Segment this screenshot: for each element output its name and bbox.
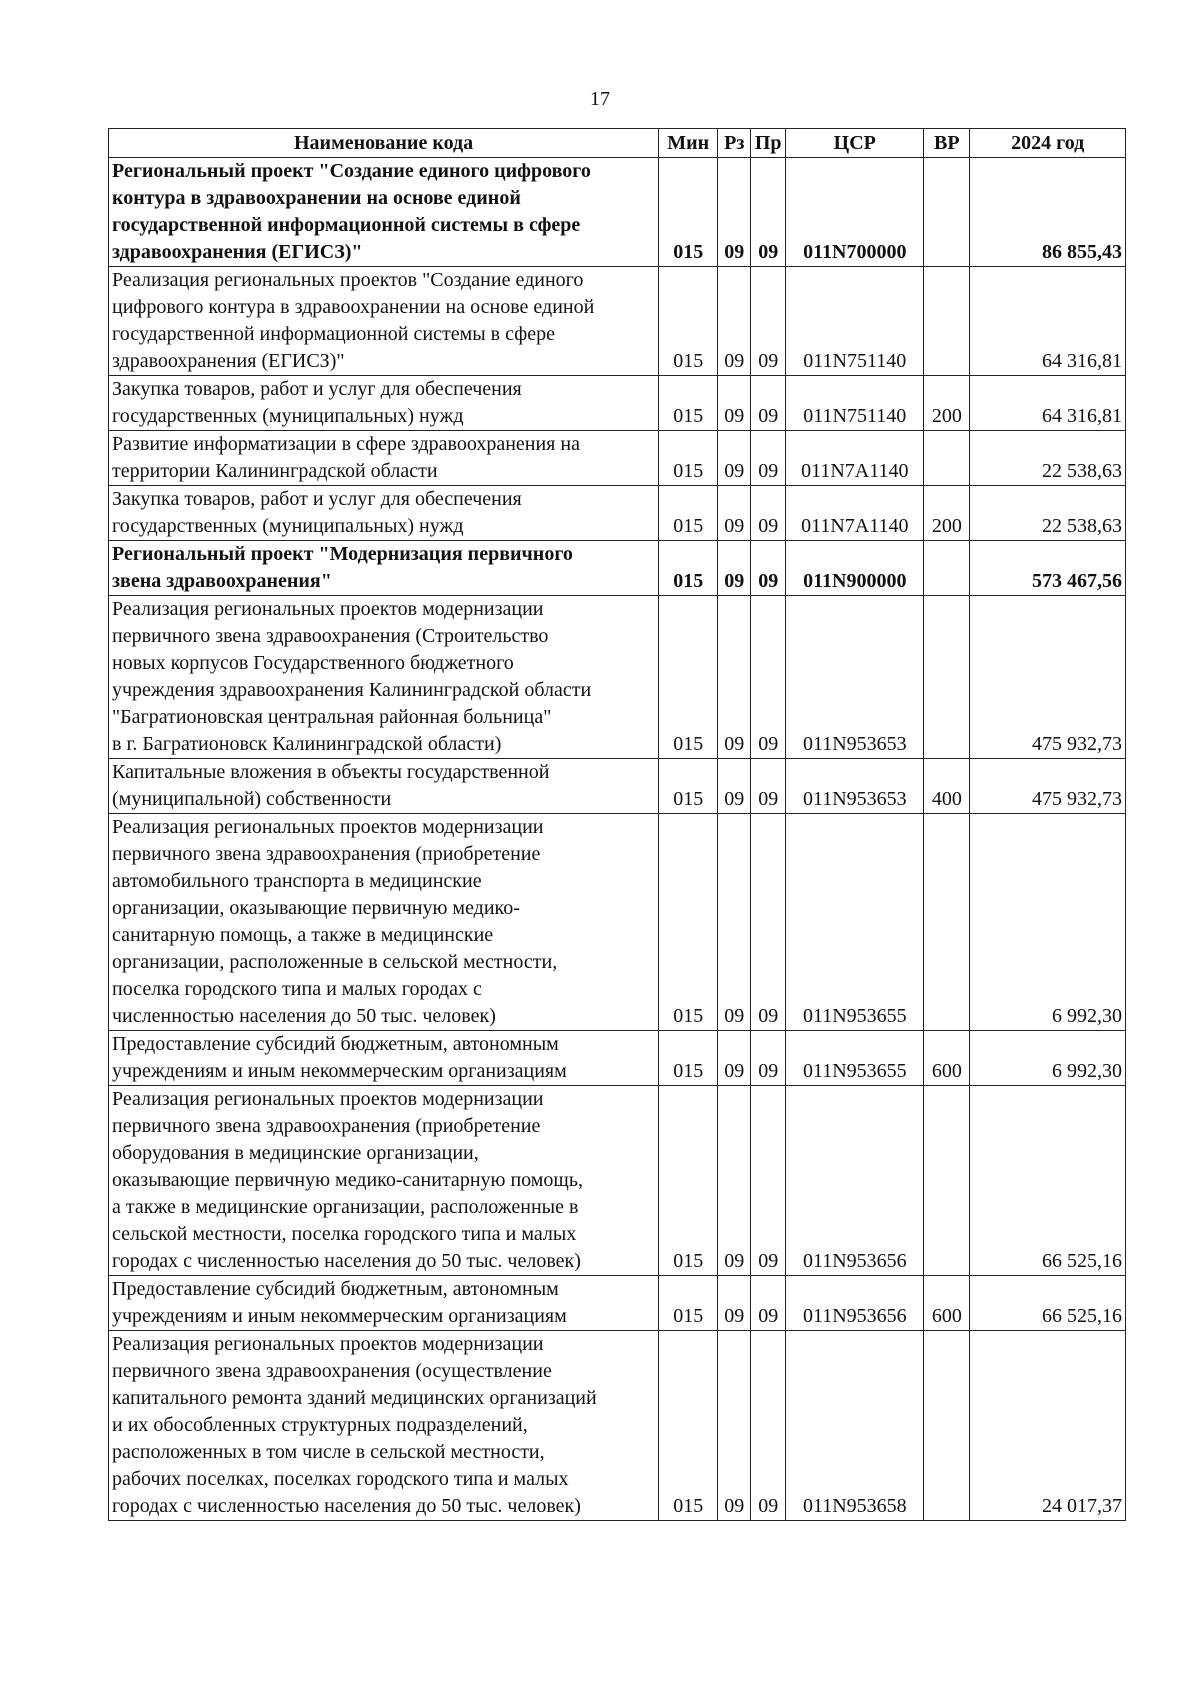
row-name-cell [109,1276,659,1331]
row-name-line: "Багратионовская центральная районная больница" [112,706,552,728]
row-amount-cell: 475 932,73 [970,759,1126,814]
row-name-line: Реализация региональных проектов "Создание единого [112,269,584,291]
row-amount-cell: 475 932,73 [970,596,1126,759]
row-csr-cell: 011N700000 [786,158,924,267]
row-name-line: первичного звена здравоохранения (приобретение [112,1115,541,1137]
row-name-line: государственной информационной системы в сфере [112,323,555,345]
row-min-cell: 015 [659,596,718,759]
header-min: Мин [659,129,718,158]
row-name-cell [109,267,659,376]
page-number: 17 [590,88,610,110]
row-name-line: Закупка товаров, работ и услуг для обеспечения [112,378,522,400]
row-name-line: Региональный проект "Создание единого цифрового [112,160,591,182]
row-min-cell: 015 [659,376,718,431]
row-amount-cell: 6 992,30 [970,1031,1126,1086]
row-csr-cell: 011N953656 [786,1086,924,1276]
row-rz-cell: 09 [718,1031,751,1086]
row-name-line: в г. Багратионовск Калининградской области) [112,733,502,755]
row-vr-cell: 200 [924,486,970,541]
row-name-cell [109,596,659,759]
row-name-line: численностью населения до 50 тыс. человек) [112,1005,496,1027]
table-row [109,431,1126,486]
row-rz-cell: 09 [718,1276,751,1331]
row-rz-cell: 09 [718,596,751,759]
row-pr-cell: 09 [751,486,786,541]
row-pr-cell: 09 [751,1031,786,1086]
header-year: 2024 год [970,129,1126,158]
row-amount-cell: 573 467,56 [970,541,1126,596]
row-rz-cell: 09 [718,431,751,486]
table-row [109,1031,1126,1086]
row-csr-cell: 011N751140 [786,376,924,431]
row-name-line: санитарную помощь, а также в медицинские [112,924,494,946]
table-row [109,814,1126,1031]
row-min-cell: 015 [659,158,718,267]
row-vr-cell [924,158,970,267]
row-amount-cell: 66 525,16 [970,1276,1126,1331]
row-name-line: организации, расположенные в сельской местности, [112,951,558,973]
row-rz-cell: 09 [718,541,751,596]
row-name-line: Реализация региональных проектов модернизации [112,598,544,620]
row-name-line: учреждения здравоохранения Калининградской области [112,679,592,701]
header-name: Наименование кода [109,129,659,158]
row-min-cell: 015 [659,814,718,1031]
row-name-line: здравоохранения (ЕГИСЗ)" [112,350,345,372]
row-amount-cell: 24 017,37 [970,1331,1126,1521]
row-name-cell [109,1331,659,1521]
row-vr-cell [924,431,970,486]
row-amount-cell: 64 316,81 [970,376,1126,431]
row-csr-cell: 011N953655 [786,1031,924,1086]
row-name-line: Реализация региональных проектов модернизации [112,1088,544,1110]
row-pr-cell: 09 [751,158,786,267]
row-rz-cell: 09 [718,158,751,267]
row-name-line: оборудования в медицинские организации, [112,1142,479,1164]
row-name-line: первичного звена здравоохранения (приобретение [112,843,541,865]
row-name-line: Предоставление субсидий бюджетным, автономным [112,1033,559,1055]
row-name-cell [109,431,659,486]
row-min-cell: 015 [659,541,718,596]
table-body [109,158,1126,1521]
header-pr: Пр [751,129,786,158]
row-rz-cell: 09 [718,376,751,431]
row-pr-cell: 09 [751,431,786,486]
row-min-cell: 015 [659,1086,718,1276]
row-name-line: контура в здравоохранении на основе единой [112,187,521,209]
row-vr-cell: 200 [924,376,970,431]
row-name-line: звена здравоохранения" [112,570,332,592]
row-name-line: а также в медицинские организации, расположенные в [112,1196,579,1218]
row-min-cell: 015 [659,431,718,486]
row-name-line: капитального ремонта зданий медицинских организаций [112,1387,597,1409]
row-name-line: рабочих поселках, поселках городского типа и малых [112,1468,569,1490]
table-row [109,158,1126,267]
row-name-line: учреждениям и иным некоммерческим организациям [112,1305,567,1327]
row-rz-cell: 09 [718,814,751,1031]
row-csr-cell: 011N953653 [786,759,924,814]
row-name-line: первичного звена здравоохранения (Строительство [112,625,549,647]
table-header-row [109,129,1126,158]
row-pr-cell: 09 [751,759,786,814]
row-min-cell: 015 [659,1276,718,1331]
row-name-line: цифрового контура в здравоохранении на основе единой [112,296,595,318]
row-rz-cell: 09 [718,486,751,541]
row-name-line: оказывающие первичную медико-санитарную помощь, [112,1169,583,1191]
row-name-line: Реализация региональных проектов модернизации [112,1333,544,1355]
row-min-cell: 015 [659,486,718,541]
row-name-line: организации, оказывающие первичную медико- [112,897,520,919]
row-rz-cell: 09 [718,1086,751,1276]
header-csr: ЦСР [786,129,924,158]
row-name-cell [109,376,659,431]
table-row [109,486,1126,541]
row-name-line: Реализация региональных проектов модернизации [112,816,544,838]
row-rz-cell: 09 [718,759,751,814]
row-name-line: Региональный проект "Модернизация первичного [112,543,573,565]
row-pr-cell: 09 [751,596,786,759]
table-row [109,596,1126,759]
row-amount-cell: 6 992,30 [970,814,1126,1031]
table-row [109,376,1126,431]
header-vr: ВР [924,129,970,158]
row-csr-cell: 011N953658 [786,1331,924,1521]
row-vr-cell [924,814,970,1031]
row-vr-cell [924,1086,970,1276]
header-rz: Рз [718,129,751,158]
row-name-line: учреждениям и иным некоммерческим организациям [112,1060,567,1082]
row-csr-cell: 011N953655 [786,814,924,1031]
budget-table [108,128,1126,1521]
row-name-line: сельской местности, поселка городского типа и малых [112,1223,577,1245]
row-name-line: городах с численностью населения до 50 тыс. человек) [112,1250,581,1272]
row-csr-cell: 011N7A1140 [786,486,924,541]
row-name-line: Развитие информатизации в сфере здравоохранения на [112,433,580,455]
row-name-cell [109,1086,659,1276]
row-name-line: (муниципальной) собственности [112,788,392,810]
row-rz-cell: 09 [718,1331,751,1521]
row-vr-cell [924,541,970,596]
row-amount-cell: 22 538,63 [970,431,1126,486]
row-vr-cell: 400 [924,759,970,814]
row-amount-cell: 64 316,81 [970,267,1126,376]
row-pr-cell: 09 [751,267,786,376]
row-csr-cell: 011N953653 [786,596,924,759]
row-vr-cell [924,1331,970,1521]
row-name-line: Закупка товаров, работ и услуг для обеспечения [112,488,522,510]
row-pr-cell: 09 [751,1331,786,1521]
table-row [109,759,1126,814]
row-amount-cell: 22 538,63 [970,486,1126,541]
row-vr-cell: 600 [924,1276,970,1331]
row-name-cell [109,486,659,541]
table-row [109,541,1126,596]
row-name-line: государственных (муниципальных) нужд [112,515,464,537]
row-name-line: поселка городского типа и малых городах с [112,978,482,1000]
row-pr-cell: 09 [751,814,786,1031]
row-min-cell: 015 [659,267,718,376]
table-row [109,267,1126,376]
row-vr-cell [924,596,970,759]
row-name-line: Предоставление субсидий бюджетным, автономным [112,1278,559,1300]
table-row [109,1331,1126,1521]
row-name-line: Капитальные вложения в объекты государственной [112,761,550,783]
row-csr-cell: 011N751140 [786,267,924,376]
row-amount-cell: 86 855,43 [970,158,1126,267]
row-name-line: здравоохранения (ЕГИСЗ)" [112,241,363,263]
row-name-line: территории Калининградской области [112,460,438,482]
row-pr-cell: 09 [751,1086,786,1276]
row-min-cell: 015 [659,1331,718,1521]
row-min-cell: 015 [659,759,718,814]
row-amount-cell: 66 525,16 [970,1086,1126,1276]
row-csr-cell: 011N900000 [786,541,924,596]
row-csr-cell: 011N7A1140 [786,431,924,486]
row-name-cell [109,759,659,814]
row-name-line: новых корпусов Государственного бюджетного [112,652,514,674]
row-name-line: городах с численностью населения до 50 тыс. человек) [112,1495,581,1517]
table-row [109,1276,1126,1331]
row-name-line: государственных (муниципальных) нужд [112,405,464,427]
row-pr-cell: 09 [751,541,786,596]
row-name-line: государственной информационной системы в сфере [112,214,581,236]
row-vr-cell [924,267,970,376]
row-name-cell [109,1031,659,1086]
row-name-cell [109,814,659,1031]
row-pr-cell: 09 [751,376,786,431]
row-pr-cell: 09 [751,1276,786,1331]
row-min-cell: 015 [659,1031,718,1086]
row-name-line: расположенных в том числе в сельской местности, [112,1441,545,1463]
row-name-line: автомобильного транспорта в медицинские [112,870,482,892]
table-row [109,1086,1126,1276]
row-name-cell [109,541,659,596]
row-csr-cell: 011N953656 [786,1276,924,1331]
row-name-line: первичного звена здравоохранения (осуществление [112,1360,552,1382]
row-name-line: и их обособленных структурных подразделений, [112,1414,528,1436]
row-name-cell [109,158,659,267]
row-vr-cell: 600 [924,1031,970,1086]
row-rz-cell: 09 [718,267,751,376]
